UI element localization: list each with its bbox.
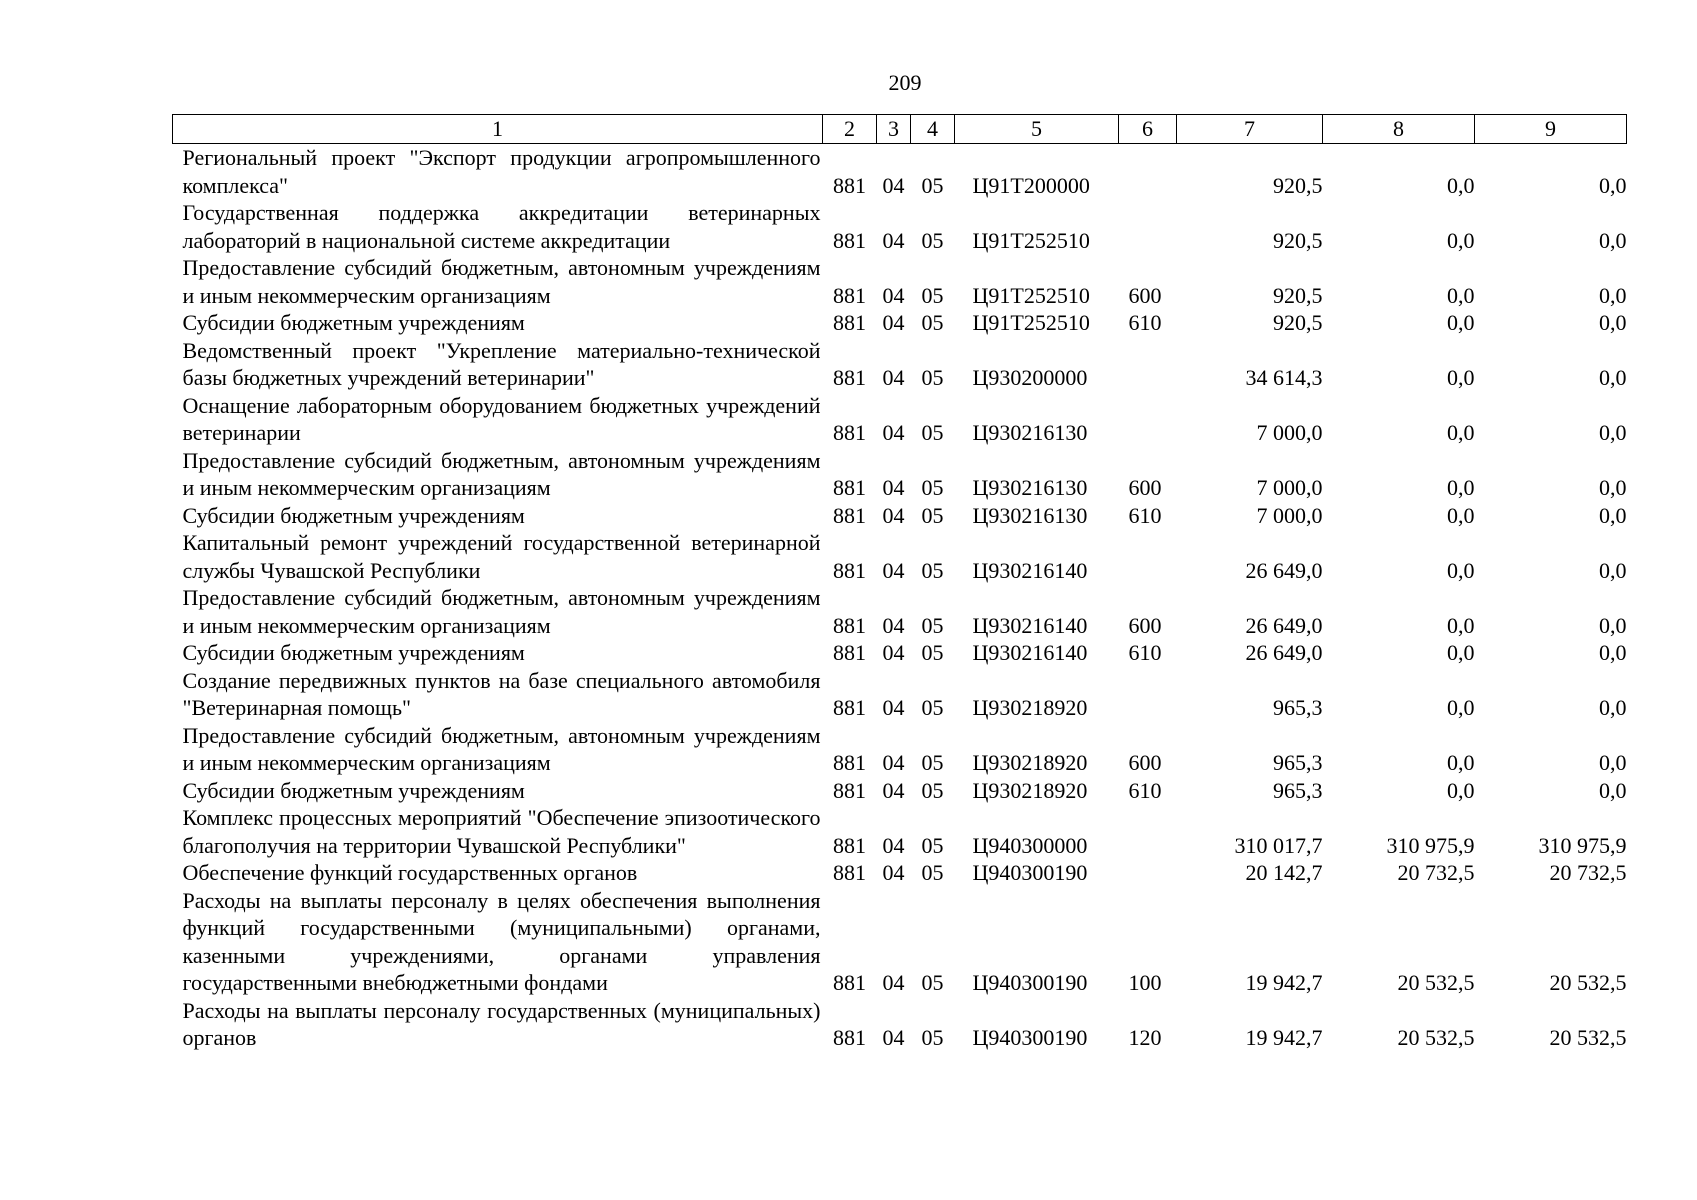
row-expense-type: 600 — [1128, 750, 1162, 775]
table-row — [173, 309, 1627, 337]
row-section: 04 — [882, 970, 905, 995]
row-target-code: Ц91Т200000 — [972, 172, 1090, 198]
row-expense-type: 610 — [1128, 640, 1162, 665]
row-name: Региональный проект "Экспорт продукции агропромышленного комплекса" — [182, 145, 821, 198]
row-amount-col7: 26 649,0 — [1245, 612, 1323, 638]
row-expense-type: 610 — [1128, 310, 1162, 335]
header-col-6: 6 — [1119, 115, 1177, 144]
row-section: 04 — [882, 475, 905, 500]
row-amount-col8: 310 975,9 — [1386, 832, 1475, 858]
row-amount-col8: 0,0 — [1447, 640, 1475, 665]
row-admin-code: 881 — [833, 365, 866, 390]
row-amount-col8: 0,0 — [1447, 420, 1475, 445]
page-number: 209 — [888, 70, 922, 95]
table-row — [173, 667, 1627, 722]
row-target-code: Ц940300000 — [972, 832, 1088, 858]
row-section: 04 — [882, 640, 905, 665]
table-row — [173, 859, 1627, 887]
row-subsection: 05 — [921, 612, 944, 638]
row-amount-col9: 0,0 — [1599, 282, 1627, 308]
row-amount-col7: 920,5 — [1273, 282, 1323, 308]
row-amount-col8: 0,0 — [1447, 502, 1475, 528]
table-row — [173, 584, 1627, 639]
row-amount-col9: 0,0 — [1599, 557, 1627, 583]
row-admin-code: 881 — [833, 1025, 866, 1050]
row-amount-col7: 7 000,0 — [1256, 420, 1323, 445]
row-name: Предоставление субсидий бюджетным, автономным учреждениям и иным некоммерческим организациям — [182, 255, 821, 308]
budget-table — [172, 114, 1627, 1052]
row-amount-col8: 0,0 — [1447, 475, 1475, 500]
row-admin-code: 881 — [833, 695, 866, 720]
row-amount-col7: 20 142,7 — [1245, 860, 1323, 885]
row-amount-col8: 0,0 — [1447, 365, 1475, 390]
row-amount-col9: 0,0 — [1599, 777, 1627, 803]
table-row — [173, 392, 1627, 447]
row-target-code: Ц940300190 — [972, 1025, 1088, 1050]
row-name: Предоставление субсидий бюджетным, автономным учреждениям и иным некоммерческим организациям — [182, 722, 821, 775]
row-name: Расходы на выплаты персоналу в целях обеспечения выполнения функций государственными (муниципальными) органами, казенными учреждениями, органами управления государственными внебюджетными фондами — [182, 887, 821, 995]
row-subsection: 05 — [921, 832, 944, 858]
row-expense-type — [1119, 859, 1177, 887]
row-section: 04 — [882, 502, 905, 528]
row-subsection: 05 — [921, 420, 944, 445]
row-amount-col7: 920,5 — [1273, 227, 1323, 253]
row-amount-col7: 920,5 — [1273, 172, 1323, 198]
row-section: 04 — [882, 227, 905, 253]
table-row — [173, 804, 1627, 859]
row-expense-type: 600 — [1128, 282, 1162, 308]
row-admin-code: 881 — [833, 640, 866, 665]
table-row — [173, 722, 1627, 777]
row-target-code: Ц930216130 — [972, 502, 1088, 528]
row-expense-type — [1119, 337, 1177, 392]
row-amount-col7: 965,3 — [1273, 777, 1323, 803]
row-amount-col7: 310 017,7 — [1234, 832, 1323, 858]
table-body — [173, 144, 1627, 1052]
row-amount-col7: 920,5 — [1273, 310, 1323, 335]
row-expense-type: 120 — [1128, 1025, 1162, 1050]
row-section: 04 — [882, 860, 905, 885]
row-section: 04 — [882, 557, 905, 583]
row-subsection: 05 — [921, 475, 944, 500]
row-expense-type — [1119, 529, 1177, 584]
row-target-code: Ц930218920 — [972, 695, 1088, 720]
row-amount-col8: 0,0 — [1447, 695, 1475, 720]
row-amount-col8: 0,0 — [1447, 227, 1475, 253]
row-expense-type — [1119, 144, 1177, 200]
row-amount-col8: 0,0 — [1447, 172, 1475, 198]
table-row — [173, 639, 1627, 667]
row-admin-code: 881 — [833, 227, 866, 253]
row-admin-code: 881 — [833, 502, 866, 528]
row-section: 04 — [882, 750, 905, 775]
row-name: Оснащение лабораторным оборудованием бюджетных учреждений ветеринарии — [182, 392, 821, 445]
row-amount-col9: 20 532,5 — [1549, 970, 1627, 995]
row-subsection: 05 — [921, 502, 944, 528]
header-col-2: 2 — [823, 115, 877, 144]
row-subsection: 05 — [921, 860, 944, 885]
row-expense-type: 100 — [1128, 970, 1162, 995]
row-name: Государственная поддержка аккредитации ветеринарных лабораторий в национальной системе аккредитации — [182, 200, 821, 253]
table-row — [173, 997, 1627, 1052]
table-row — [173, 529, 1627, 584]
row-target-code: Ц940300190 — [972, 860, 1088, 885]
row-amount-col9: 20 732,5 — [1549, 860, 1627, 885]
row-name: Ведомственный проект "Укрепление материально-технической базы бюджетных учреждений ветеринарии" — [182, 337, 821, 390]
row-expense-type: 600 — [1128, 475, 1162, 500]
row-section: 04 — [882, 777, 905, 803]
row-target-code: Ц930216140 — [972, 557, 1088, 583]
row-target-code: Ц91Т252510 — [972, 282, 1090, 308]
row-admin-code: 881 — [833, 777, 866, 803]
row-amount-col8: 0,0 — [1447, 310, 1475, 335]
table-row — [173, 337, 1627, 392]
row-section: 04 — [882, 172, 905, 198]
row-target-code: Ц930216140 — [972, 640, 1088, 665]
row-subsection: 05 — [921, 227, 944, 253]
row-amount-col8: 20 532,5 — [1397, 970, 1475, 995]
row-subsection: 05 — [921, 310, 944, 335]
row-amount-col7: 34 614,3 — [1245, 365, 1323, 390]
row-amount-col7: 19 942,7 — [1245, 970, 1323, 995]
row-admin-code: 881 — [833, 832, 866, 858]
header-col-7: 7 — [1177, 115, 1323, 144]
row-amount-col9: 0,0 — [1599, 227, 1627, 253]
row-amount-col7: 19 942,7 — [1245, 1025, 1323, 1050]
row-section: 04 — [882, 612, 905, 638]
row-target-code: Ц930216130 — [972, 475, 1088, 500]
row-name: Расходы на выплаты персоналу государственных (муниципальных) органов — [182, 997, 821, 1050]
row-amount-col8: 0,0 — [1447, 777, 1475, 803]
row-name: Комплекс процессных мероприятий "Обеспечение эпизоотического благополучия на территории Чувашской Республики" — [182, 805, 821, 858]
row-target-code: Ц930218920 — [972, 750, 1088, 775]
table-row — [173, 199, 1627, 254]
row-amount-col7: 965,3 — [1273, 750, 1323, 775]
header-col-4: 4 — [911, 115, 955, 144]
row-section: 04 — [882, 282, 905, 308]
row-target-code: Ц91Т252510 — [972, 227, 1090, 253]
row-target-code: Ц940300190 — [972, 970, 1088, 995]
row-subsection: 05 — [921, 970, 944, 995]
table-row — [173, 887, 1627, 997]
header-row — [173, 115, 1627, 144]
row-amount-col9: 0,0 — [1599, 612, 1627, 638]
row-admin-code: 881 — [833, 612, 866, 638]
row-target-code: Ц930200000 — [972, 365, 1088, 390]
row-admin-code: 881 — [833, 860, 866, 885]
row-admin-code: 881 — [833, 420, 866, 445]
row-section: 04 — [882, 420, 905, 445]
table-row — [173, 144, 1627, 200]
row-section: 04 — [882, 832, 905, 858]
row-name: Предоставление субсидий бюджетным, автономным учреждениям и иным некоммерческим организациям — [182, 447, 821, 500]
row-name: Создание передвижных пунктов на базе специального автомобиля "Ветеринарная помощь" — [182, 667, 821, 720]
table-row — [173, 447, 1627, 502]
row-subsection: 05 — [921, 640, 944, 665]
row-amount-col9: 310 975,9 — [1538, 832, 1627, 858]
row-name: Предоставление субсидий бюджетным, автономным учреждениям и иным некоммерческим организациям — [182, 585, 821, 638]
row-amount-col8: 0,0 — [1447, 750, 1475, 775]
header-col-1: 1 — [173, 115, 823, 144]
row-admin-code: 881 — [833, 475, 866, 500]
table-row — [173, 254, 1627, 309]
row-name: Субсидии бюджетным учреждениям — [182, 310, 525, 335]
row-amount-col9: 0,0 — [1599, 640, 1627, 665]
row-name: Субсидии бюджетным учреждениям — [182, 777, 525, 803]
row-amount-col9: 0,0 — [1599, 475, 1627, 500]
header-col-9: 9 — [1475, 115, 1627, 144]
row-subsection: 05 — [921, 750, 944, 775]
row-amount-col8: 0,0 — [1447, 282, 1475, 308]
row-expense-type: 610 — [1128, 502, 1162, 528]
row-amount-col8: 0,0 — [1447, 557, 1475, 583]
row-subsection: 05 — [921, 365, 944, 390]
row-subsection: 05 — [921, 282, 944, 308]
row-section: 04 — [882, 310, 905, 335]
row-expense-type — [1119, 667, 1177, 722]
row-subsection: 05 — [921, 777, 944, 803]
row-target-code: Ц91Т252510 — [972, 310, 1090, 335]
row-amount-col7: 26 649,0 — [1245, 557, 1323, 583]
row-amount-col9: 0,0 — [1599, 695, 1627, 720]
row-name: Капитальный ремонт учреждений государственной ветеринарной службы Чувашской Республики — [182, 530, 821, 583]
row-amount-col9: 0,0 — [1599, 750, 1627, 775]
row-name: Субсидии бюджетным учреждениям — [182, 502, 525, 528]
row-expense-type — [1119, 392, 1177, 447]
row-admin-code: 881 — [833, 172, 866, 198]
row-target-code: Ц930218920 — [972, 777, 1088, 803]
header-col-8: 8 — [1323, 115, 1475, 144]
row-amount-col9: 0,0 — [1599, 420, 1627, 445]
table-row — [173, 777, 1627, 805]
row-admin-code: 881 — [833, 557, 866, 583]
row-amount-col7: 7 000,0 — [1256, 475, 1323, 500]
row-admin-code: 881 — [833, 750, 866, 775]
row-target-code: Ц930216140 — [972, 612, 1088, 638]
row-admin-code: 881 — [833, 310, 866, 335]
row-section: 04 — [882, 695, 905, 720]
header-col-3: 3 — [877, 115, 911, 144]
row-amount-col8: 20 732,5 — [1397, 860, 1475, 885]
row-name: Обеспечение функций государственных органов — [182, 860, 638, 885]
row-amount-col9: 0,0 — [1599, 502, 1627, 528]
row-amount-col8: 0,0 — [1447, 612, 1475, 638]
row-amount-col8: 20 532,5 — [1397, 1025, 1475, 1050]
row-subsection: 05 — [921, 695, 944, 720]
row-amount-col9: 0,0 — [1599, 365, 1627, 390]
table-header — [173, 115, 1627, 144]
row-expense-type: 610 — [1128, 777, 1162, 803]
row-admin-code: 881 — [833, 970, 866, 995]
row-amount-col9: 0,0 — [1599, 172, 1627, 198]
row-expense-type — [1119, 804, 1177, 859]
row-expense-type — [1119, 199, 1177, 254]
row-amount-col7: 965,3 — [1273, 695, 1323, 720]
row-name: Субсидии бюджетным учреждениям — [182, 640, 525, 665]
row-amount-col7: 7 000,0 — [1256, 502, 1323, 528]
row-amount-col9: 0,0 — [1599, 310, 1627, 335]
row-section: 04 — [882, 365, 905, 390]
row-amount-col9: 20 532,5 — [1549, 1025, 1627, 1050]
row-subsection: 05 — [921, 1025, 944, 1050]
row-expense-type: 600 — [1128, 612, 1162, 638]
table-row — [173, 502, 1627, 530]
row-subsection: 05 — [921, 172, 944, 198]
row-section: 04 — [882, 1025, 905, 1050]
row-subsection: 05 — [921, 557, 944, 583]
row-amount-col7: 26 649,0 — [1245, 640, 1323, 665]
header-col-5: 5 — [955, 115, 1119, 144]
row-admin-code: 881 — [833, 282, 866, 308]
row-target-code: Ц930216130 — [972, 420, 1088, 445]
